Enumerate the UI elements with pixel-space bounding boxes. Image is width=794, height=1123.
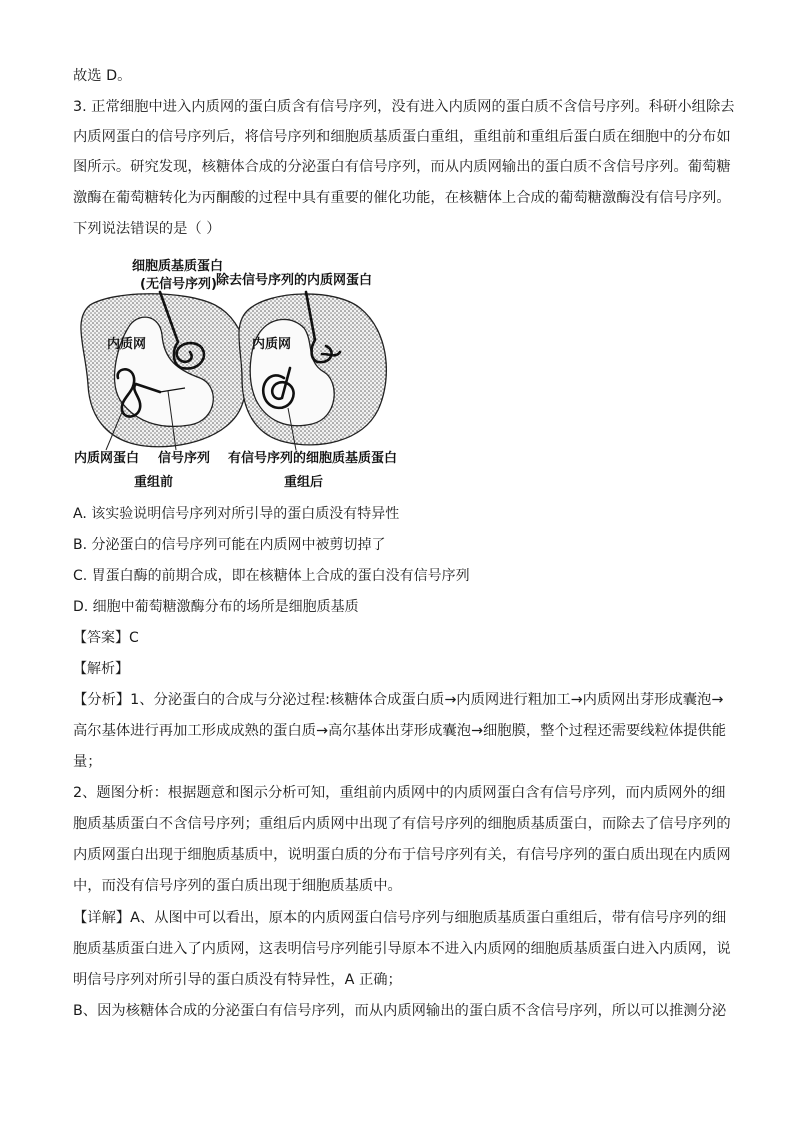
protein-distribution-figure: [60, 250, 430, 496]
label-cyto-protein: 细胞质基质蛋白: [132, 259, 224, 274]
analysis-line: 2、题图分析：根据题意和图示分析可知，重组前内质网中的内质网蛋白含有信号序列，而内质网外的细: [73, 785, 726, 801]
answer-tag: 【答案】: [73, 630, 129, 646]
option-b: B. 分泌蛋白的信号序列可能在内质网中被剪切掉了: [73, 537, 386, 553]
option-a: A. 该实验说明信号序列对所引导的蛋白质没有特异性: [73, 506, 400, 522]
option-d: D. 细胞中葡萄糖激酶分布的场所是细胞质基质: [73, 599, 359, 615]
analysis-line: 高尔基体进行再加工形成成熟的蛋白质→高尔基体出芽形成囊泡→细胞膜，整个过程还需要线粒体提供能: [73, 723, 727, 739]
analysis-line: 【分析】1、分泌蛋白的合成与分泌过程:核糖体合成蛋白质→内质网进行粗加工→内质网出芽形成囊泡→: [73, 692, 724, 708]
analysis-line: 量；: [73, 754, 102, 770]
cell-before: [81, 292, 248, 450]
label-er-removed-signal: 除去信号序列的内质网蛋白: [216, 273, 373, 288]
label-er-protein: 内质网蛋白: [74, 451, 140, 466]
question-line: 内质网蛋白的信号序列后，将信号序列和细胞质基质蛋白重组，重组前和重组后蛋白质在细胞中的分布如: [73, 129, 731, 145]
question-line: 激酶在葡萄糖转化为丙酮酸的过程中具有重要的催化功能，在核糖体上合成的葡萄糖激酶没有信号序列。: [73, 190, 731, 206]
detail-line: 胞质基质蛋白进入了内质网，这表明信号序列能引导原本不进入内质网的细胞质基质蛋白进入内质网，说: [73, 941, 731, 957]
label-er-after: 内质网: [252, 337, 292, 352]
caption-before: 重组前: [134, 475, 174, 490]
label-signal-sequence: 信号序列: [158, 451, 211, 466]
analysis-line: 胞质基质蛋白不含信号序列；重组后内质网中出现了有信号序列的细胞质基质蛋白，而除去了信号序列的: [73, 816, 731, 832]
analysis-line: 内质网蛋白出现于细胞质基质中，说明蛋白质的分布于信号序列有关，有信号序列的蛋白质出现在内质网: [73, 847, 731, 863]
detail-line: B、因为核糖体合成的分泌蛋白有信号序列，而从内质网输出的蛋白质不含信号序列，所以可以推测分泌: [73, 1003, 727, 1019]
cell-after: [239, 292, 386, 450]
detail-line: 明信号序列对所引导的蛋白质没有特异性，A 正确；: [73, 972, 402, 988]
label-no-signal: (无信号序列): [140, 277, 217, 292]
caption-after: 重组后: [284, 475, 324, 490]
question-line: 下列说法错误的是（ ）: [73, 221, 221, 237]
answer-line: [73, 628, 139, 648]
label-er-before: 内质网: [107, 337, 147, 352]
text-line: 故选 D。: [73, 68, 132, 84]
analysis-line: 中，而没有信号序列的蛋白质出现于细胞质基质中。: [73, 878, 402, 894]
label-cyto-with-signal: 有信号序列的细胞质基质蛋白: [228, 451, 398, 466]
answer-value: C: [129, 630, 139, 646]
question-line: 3. 正常细胞中进入内质网的蛋白质含有信号序列，没有进入内质网的蛋白质不含信号序列。科研小组除去: [73, 99, 735, 115]
question-line: 图所示。研究发现，核糖体合成的分泌蛋白有信号序列，而从内质网输出的蛋白质不含信号序列。葡萄糖: [73, 159, 731, 175]
detail-line: 【详解】A、从图中可以看出，原本的内质网蛋白信号序列与细胞质基质蛋白重组后，带有信号序列的细: [73, 910, 727, 926]
option-c: C. 胃蛋白酶的前期合成，即在核糖体上合成的蛋白没有信号序列: [73, 568, 470, 584]
analysis-tag: 【解析】: [73, 661, 129, 677]
